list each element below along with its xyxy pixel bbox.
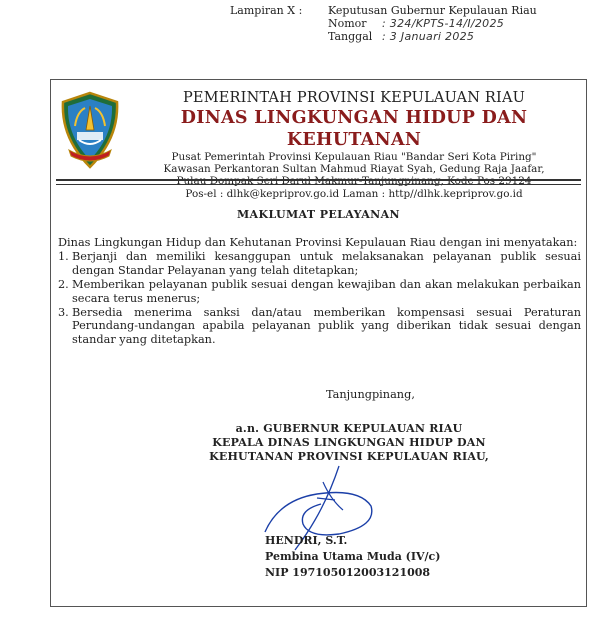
- list-item: [58, 306, 581, 346]
- date-label: Tanggal: [328, 30, 373, 43]
- list-item-text: Berjanji dan memiliki kesanggupan untuk melaksanakan pelayanan publik sesuai dengan Standar Pelayanan yang telah ditetapkan;: [72, 250, 581, 277]
- authority-line-3: KEHUTANAN PROVINSI KEPULAUAN RIAU,: [209, 450, 489, 463]
- date-value: : 3 Januari 2025: [382, 30, 475, 43]
- list-item-number: 2.: [58, 278, 69, 292]
- signer-rank: Pembina Utama Muda (IV/c): [265, 550, 441, 563]
- list-item-text: Bersedia menerima sanksi dan/atau memberikan kompensasi sesuai Peraturan Perundang-undangan apabila pelayanan publik yang diberikan tidak sesuai dengan standar yang ditetapkan.: [72, 306, 581, 346]
- address-line-1: Pusat Pemerintah Provinsi Kepulauan Riau "Bandar Seri Kota Piring": [171, 151, 537, 163]
- signer-info: [265, 533, 440, 581]
- intro-paragraph: Dinas Lingkungan Hidup dan Kehutanan Provinsi Kepulauan Riau dengan ini menyatakan:: [58, 236, 578, 249]
- signer-name: HENDRI, S.T.: [265, 534, 348, 547]
- contact-line: Pos-el : dlhk@kepriprov.go.id Laman : http//dlhk.kepriprov.go.id: [185, 187, 523, 200]
- decision-date-row: [328, 30, 537, 43]
- document-frame: [50, 79, 587, 607]
- attachment-label: Lampiran X :: [230, 4, 303, 17]
- list-item-text: Memberikan pelayanan publik sesuai dengan kewajiban dan akan melakukan perbaikan secara terus menerus;: [72, 278, 581, 305]
- list-item: [58, 250, 581, 277]
- agency-name: DINAS LINGKUNGAN HIDUP DAN KEHUTANAN: [180, 108, 528, 150]
- address-line-3: Pulau Dompak Seri Darul Makmur-Tanjungpinang, Kode Pos 29124: [176, 175, 532, 188]
- number-label: Nomor: [328, 17, 367, 30]
- decision-title: Keputusan Gubernur Kepulauan Riau: [328, 4, 537, 17]
- attachment-details: [328, 4, 537, 43]
- list-item: [58, 278, 581, 305]
- number-value: : 324/KPTS-14/I/2025: [382, 17, 505, 30]
- authority-line-1: a.n. GUBERNUR KEPULAUAN RIAU: [235, 422, 463, 435]
- document-body: [58, 236, 581, 347]
- list-item-number: 1.: [58, 250, 69, 264]
- authority-line-2: KEPALA DINAS LINGKUNGAN HIDUP DAN: [212, 436, 486, 449]
- letterhead-divider-thin: [56, 184, 581, 185]
- letterhead-divider-thick: [56, 179, 581, 181]
- address-line-2: Kawasan Perkantoran Sultan Mahmud Riayat Syah, Gedung Raja Jaafar,: [163, 163, 545, 176]
- signer-nip: NIP 197105012003121008: [265, 566, 431, 579]
- document-title: MAKLUMAT PELAYANAN: [236, 208, 401, 221]
- list-item-number: 3.: [58, 306, 69, 320]
- decision-number-row: [328, 17, 537, 30]
- signature-authority: [189, 422, 509, 464]
- signing-place: Tanjungpinang,: [326, 388, 415, 401]
- government-name: PEMERINTAH PROVINSI KEPULAUAN RIAU: [182, 90, 526, 106]
- commitment-list: [58, 250, 581, 346]
- province-emblem-icon: [57, 90, 123, 170]
